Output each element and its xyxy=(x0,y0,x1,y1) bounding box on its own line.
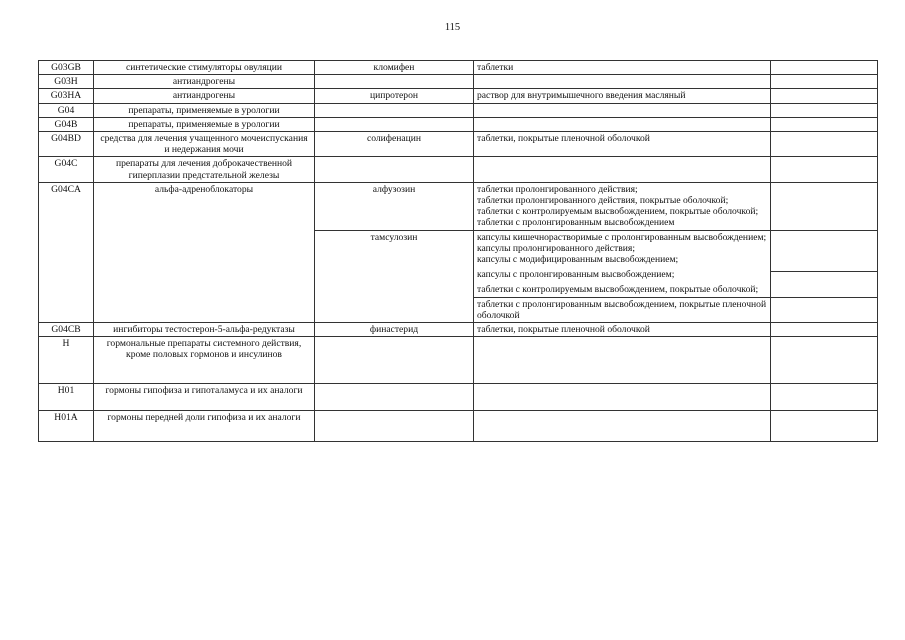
atc-code: G03GB xyxy=(39,61,94,75)
atc-code: G04BD xyxy=(39,132,94,157)
table-row xyxy=(39,157,878,182)
substance-name: алфузозин xyxy=(315,182,474,230)
table-row xyxy=(39,182,878,230)
dosage-form: таблетки xyxy=(474,61,771,75)
group-name: средства для лечения учащенного мочеиспускания и недержания мочи xyxy=(94,132,315,157)
atc-code: G04 xyxy=(39,103,94,117)
group-name: антиандрогены xyxy=(94,75,315,89)
dosage-form xyxy=(474,384,771,411)
table-row xyxy=(39,89,878,103)
notes-cell xyxy=(771,384,878,411)
dosage-form xyxy=(474,103,771,117)
atc-code: G04B xyxy=(39,117,94,131)
substance-name: ципротерон xyxy=(315,89,474,103)
table-row xyxy=(39,384,878,411)
substance-name xyxy=(315,117,474,131)
notes-cell xyxy=(771,323,878,337)
table-row xyxy=(39,75,878,89)
notes-cell xyxy=(771,411,878,442)
group-name: синтетические стимуляторы овуляции xyxy=(94,61,315,75)
group-name: препараты для лечения доброкачественной гиперплазии предстательной железы xyxy=(94,157,315,182)
dosage-form: таблетки с пролонгированным высвобождением, покрытые пленочной оболочкой xyxy=(474,297,771,322)
atc-code: G04CB xyxy=(39,323,94,337)
atc-code: G03H xyxy=(39,75,94,89)
substance-name: солифенацин xyxy=(315,132,474,157)
dosage-form xyxy=(474,75,771,89)
notes-cell xyxy=(771,89,878,103)
atc-code: G03HA xyxy=(39,89,94,103)
substance-name: финастерид xyxy=(315,323,474,337)
group-name: гормоны гипофиза и гипоталамуса и их аналоги xyxy=(94,384,315,411)
substance-name: тамсулозин xyxy=(315,230,474,322)
notes-cell xyxy=(771,61,878,75)
atc-code: G04C xyxy=(39,157,94,182)
atc-code: H01 xyxy=(39,384,94,411)
notes-cell xyxy=(771,157,878,182)
notes-cell xyxy=(771,297,878,322)
substance-name xyxy=(315,384,474,411)
dosage-form xyxy=(474,117,771,131)
dosage-form: раствор для внутримышечного введения масляный xyxy=(474,89,771,103)
group-name: ингибиторы тестостерон-5-альфа-редуктазы xyxy=(94,323,315,337)
notes-cell xyxy=(771,132,878,157)
notes-cell xyxy=(771,103,878,117)
table-row xyxy=(39,61,878,75)
notes-cell xyxy=(771,182,878,230)
table-row xyxy=(39,132,878,157)
substance-name xyxy=(315,103,474,117)
dosage-form xyxy=(474,157,771,182)
substance-name: кломифен xyxy=(315,61,474,75)
dosage-form xyxy=(474,411,771,442)
group-name: препараты, применяемые в урологии xyxy=(94,103,315,117)
atc-code: H xyxy=(39,337,94,384)
dosage-form: таблетки, покрытые пленочной оболочкой xyxy=(474,132,771,157)
dosage-form: таблетки пролонгированного действия; таблетки пролонгированного действия, покрытые оболочкой; таблетки с контролируемым высвобождением, покрытые оболочкой; таблетки с пролонгированным высвобождением xyxy=(474,182,771,230)
dosage-form xyxy=(474,337,771,384)
substance-name xyxy=(315,75,474,89)
substance-name xyxy=(315,337,474,384)
notes-cell xyxy=(771,75,878,89)
notes-cell xyxy=(771,117,878,131)
table-row xyxy=(39,337,878,384)
table-row xyxy=(39,323,878,337)
table-row xyxy=(39,411,878,442)
group-name: гормоны передней доли гипофиза и их аналоги xyxy=(94,411,315,442)
substance-name xyxy=(315,411,474,442)
group-name: альфа-адреноблокаторы xyxy=(94,182,315,322)
group-name: антиандрогены xyxy=(94,89,315,103)
substance-name xyxy=(315,157,474,182)
atc-code: H01A xyxy=(39,411,94,442)
notes-cell xyxy=(771,230,878,297)
table-row xyxy=(39,103,878,117)
page-number: 115 xyxy=(444,22,461,33)
dosage-form: капсулы кишечнорастворимые с пролонгированным высвобождением; капсулы пролонгированного действия; капсулы с модифицированным высвобождением; капсулы с пролонгированным высвобождением; таблетки с контролируемым высвобождением, покрытые оболочкой; xyxy=(474,230,771,297)
atc-code: G04CA xyxy=(39,182,94,322)
group-name: гормональные препараты системного действия, кроме половых гормонов и инсулинов xyxy=(94,337,315,384)
notes-cell xyxy=(771,337,878,384)
group-name: препараты, применяемые в урологии xyxy=(94,117,315,131)
dosage-form: таблетки, покрытые пленочной оболочкой xyxy=(474,323,771,337)
drug-table xyxy=(38,60,878,442)
table-row xyxy=(39,117,878,131)
